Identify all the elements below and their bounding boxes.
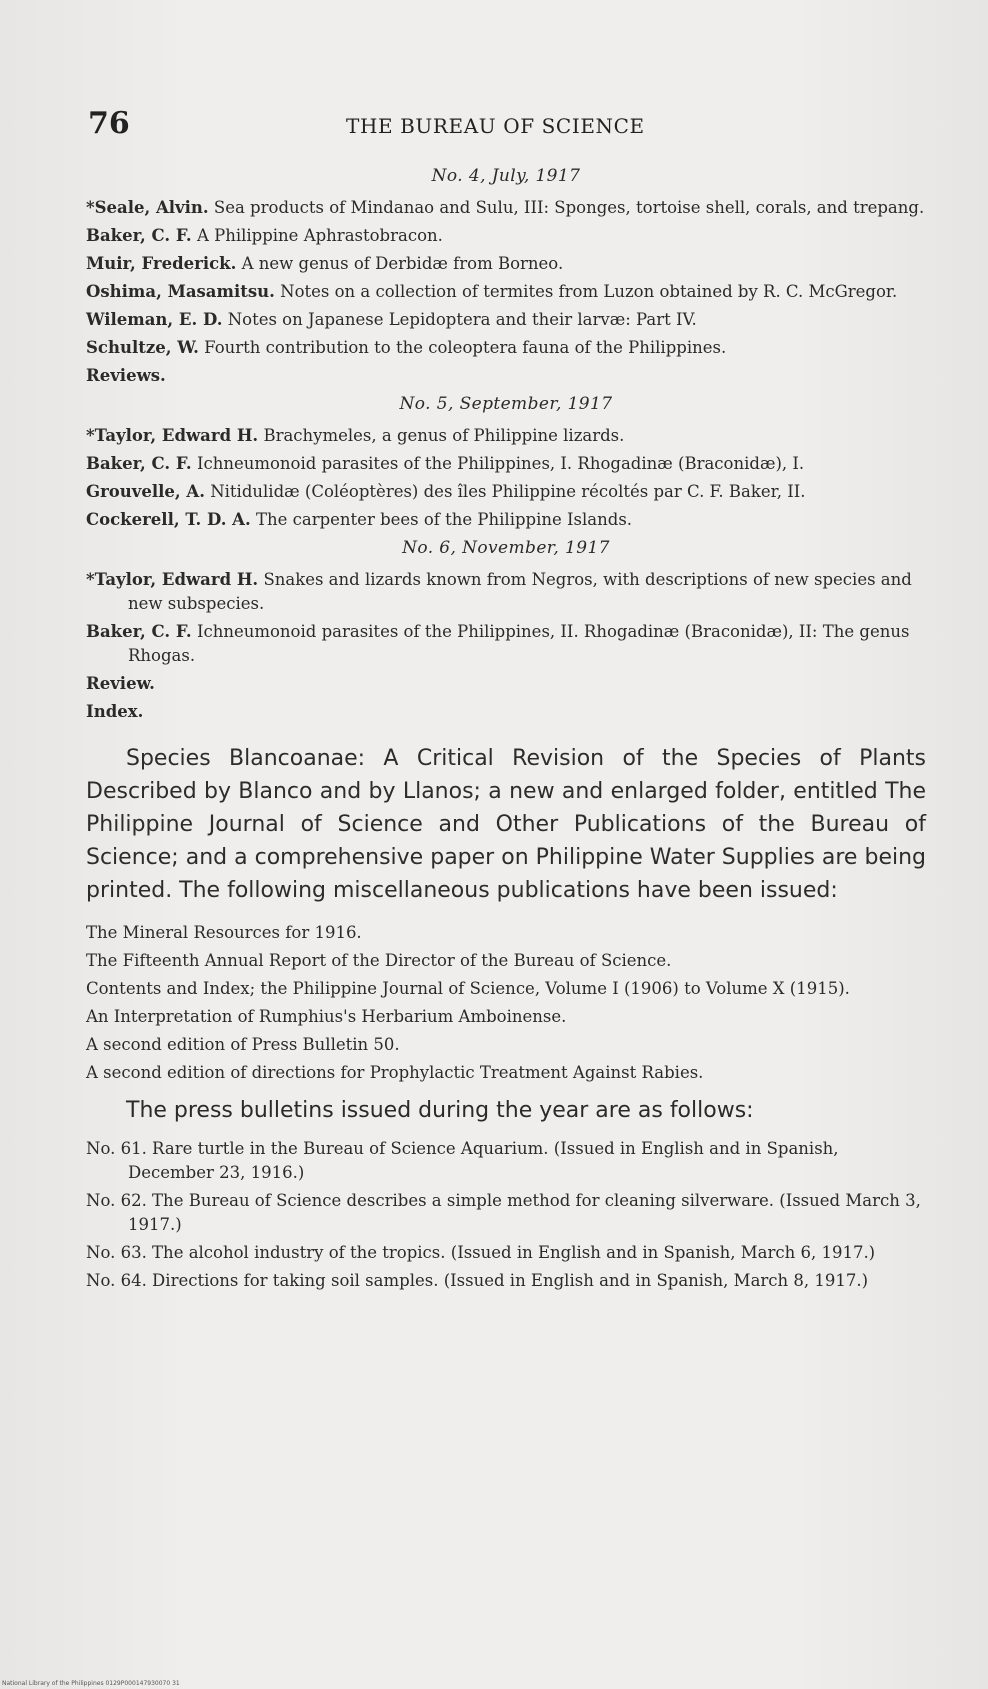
entry-title: A Philippine Aphrastobracon. xyxy=(196,226,443,245)
issue-heading: No. 4, July, 1917 xyxy=(431,166,581,186)
entry-author: Cockerell, T. D. A. xyxy=(86,510,251,529)
publication-entry xyxy=(86,280,926,304)
publication-entry xyxy=(86,424,926,448)
entry-author: Wileman, E. D. xyxy=(86,310,223,329)
entry-title: Fourth contribution to the coleoptera fauna of the Philippines. xyxy=(204,338,727,357)
entry-author: Reviews. xyxy=(86,366,166,385)
misc-publication: Contents and Index; the Philippine Journal of Science, Volume I (1906) to Volume X (1915). xyxy=(86,979,850,998)
publication-entry xyxy=(86,364,926,388)
entry-author: *Taylor, Edward H. xyxy=(86,426,259,445)
press-bulletin: No. 63. The alcohol industry of the tropics. (Issued in English and in Spanish, March 6, 1917.) xyxy=(86,1243,876,1262)
publication-entry xyxy=(86,568,926,616)
publication-entry xyxy=(86,308,926,332)
entry-author: Grouvelle, A. xyxy=(86,482,205,501)
body-paragraph: The press bulletins issued during the year are as follows: xyxy=(126,1098,754,1123)
misc-publication: A second edition of directions for Prophylactic Treatment Against Rabies. xyxy=(86,1063,704,1082)
page-header xyxy=(88,106,918,146)
press-bulletin: No. 61. Rare turtle in the Bureau of Science Aquarium. (Issued in English and in Spanish, December 23, 1916.) xyxy=(86,1139,839,1182)
entry-title: Notes on Japanese Lepidoptera and their larvæ: Part IV. xyxy=(227,310,697,329)
page-number: 76 xyxy=(88,106,130,141)
misc-publication: A second edition of Press Bulletin 50. xyxy=(86,1035,400,1054)
entry-author: Oshima, Masamitsu. xyxy=(86,282,275,301)
press-bulletin: No. 64. Directions for taking soil samples. (Issued in English and in Spanish, March 8, 1917.) xyxy=(86,1271,869,1290)
entry-author: Baker, C. F. xyxy=(86,454,192,473)
publication-entry xyxy=(86,480,926,504)
scan-footer: National Library of the Philippines 0129P000147930070 31 xyxy=(2,1680,180,1687)
publication-entry xyxy=(86,508,926,532)
entry-author: *Seale, Alvin. xyxy=(86,198,209,217)
issue-heading: No. 6, November, 1917 xyxy=(402,538,610,558)
entry-title: Snakes and lizards known from Negros, with descriptions of new species and new subspecies. xyxy=(128,570,912,613)
entry-title: The carpenter bees of the Philippine Islands. xyxy=(255,510,633,529)
entry-author: *Taylor, Edward H. xyxy=(86,570,259,589)
misc-publication: The Mineral Resources for 1916. xyxy=(86,923,362,942)
press-bulletin: No. 62. The Bureau of Science describes a simple method for cleaning silverware. (Issued March 3, 1917.) xyxy=(86,1191,921,1234)
entry-author: Baker, C. F. xyxy=(86,226,192,245)
publication-entry xyxy=(86,336,926,360)
entry-author: Schultze, W. xyxy=(86,338,199,357)
entry-title: Nitidulidæ (Coléoptères) des îles Philippine récoltés par C. F. Baker, II. xyxy=(210,482,806,501)
misc-publication: The Fifteenth Annual Report of the Director of the Bureau of Science. xyxy=(86,951,672,970)
publication-entry xyxy=(86,700,926,724)
entry-author: Index. xyxy=(86,702,144,721)
page-content xyxy=(86,160,926,1297)
entry-title: Brachymeles, a genus of Philippine lizards. xyxy=(263,426,625,445)
misc-publication: An Interpretation of Rumphius's Herbarium Amboinense. xyxy=(86,1007,567,1026)
body-paragraph: Species Blancoanae: A Critical Revision of the Species of Plants Described by Blanco and by Llanos; a new and enlarged folder, entitled The Philippine Journal of Science and Other Publications of the Bureau of Science; and a comprehensive paper on Philippine Water Supplies are being printed. The following miscellaneous publications have been issued: xyxy=(86,746,926,903)
publication-entry xyxy=(86,196,926,220)
entry-title: Ichneumonoid parasites of the Philippines, II. Rhogadinæ (Braconidæ), II: The genus Rhogas. xyxy=(128,622,910,665)
entry-author: Review. xyxy=(86,674,155,693)
publication-entry xyxy=(86,452,926,476)
entry-title: Sea products of Mindanao and Sulu, III: Sponges, tortoise shell, corals, and trepang. xyxy=(213,198,925,217)
running-title: THE BUREAU OF SCIENCE xyxy=(346,114,645,138)
publication-entry xyxy=(86,252,926,276)
entry-title: A new genus of Derbidæ from Borneo. xyxy=(241,254,564,273)
publication-entry xyxy=(86,620,926,668)
entry-author: Muir, Frederick. xyxy=(86,254,237,273)
entry-title: Ichneumonoid parasites of the Philippines, I. Rhogadinæ (Braconidæ), I. xyxy=(196,454,805,473)
issue-heading: No. 5, September, 1917 xyxy=(399,394,613,414)
entry-author: Baker, C. F. xyxy=(86,622,192,641)
publication-entry xyxy=(86,672,926,696)
publication-entry xyxy=(86,224,926,248)
entry-title: Notes on a collection of termites from Luzon obtained by R. C. McGregor. xyxy=(280,282,898,301)
